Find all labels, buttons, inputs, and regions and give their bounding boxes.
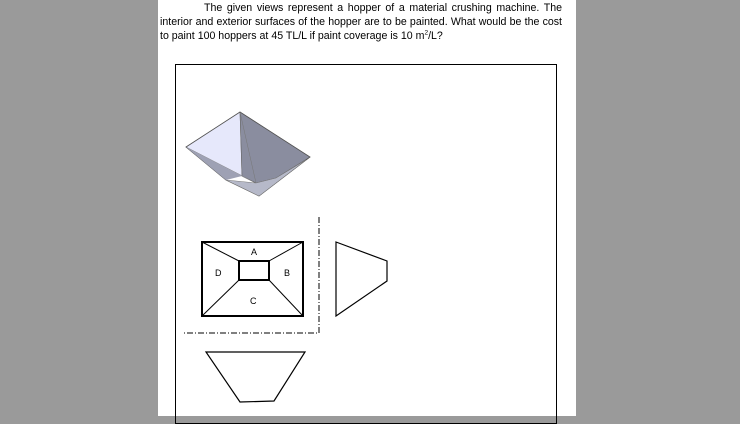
top-view-inner-rect: [239, 261, 269, 280]
top-view-edge: [202, 280, 239, 316]
top-view-edge: [269, 242, 303, 261]
hopper-isometric-view: [186, 112, 310, 196]
face-label-b: B: [284, 268, 291, 278]
face-label-c: C: [250, 296, 257, 306]
side-view-trapezoid: [336, 242, 387, 316]
face-label-d: D: [215, 268, 222, 278]
document-page: [158, 0, 576, 416]
top-view: [202, 242, 303, 316]
hopper-drawing: [158, 0, 576, 416]
side-view: [336, 242, 387, 316]
front-view-trapezoid: [206, 352, 305, 402]
unit-superscript: 2: [424, 29, 429, 37]
top-view-edge: [202, 242, 239, 261]
front-view: [206, 352, 305, 402]
problem-text-end: /L?: [428, 30, 443, 42]
hopper-face-right: [240, 112, 310, 183]
face-label-a: A: [251, 247, 258, 257]
top-view-edge: [269, 280, 303, 316]
problem-text: The given views represent a hopper of a material crushing machine. The interior and exterior surfaces of the hopper are to be painted. What would be the cost to paint 100 hoppers at 45 TL/L if paint coverage is 10 m: [160, 2, 562, 42]
